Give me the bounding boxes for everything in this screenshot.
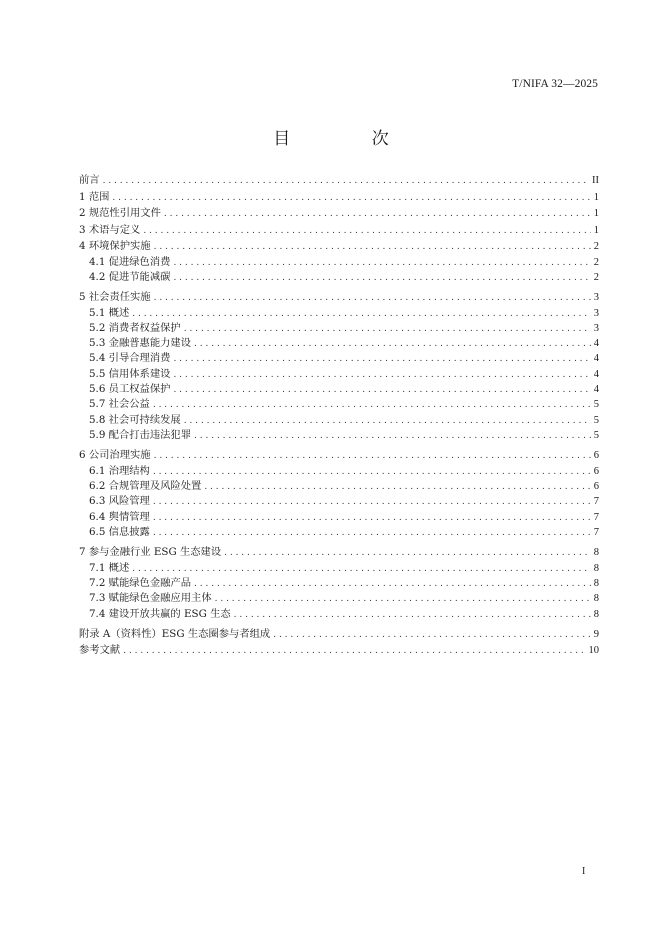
toc-entry-page: 7 bbox=[593, 496, 599, 508]
toc-entry-label: 7.4 建设开放共赢的 ESG 生态 bbox=[89, 607, 231, 620]
toc-entry-label: 6.5 信息披露 bbox=[89, 525, 150, 538]
toc-leader-dots bbox=[132, 562, 591, 577]
toc-entry[interactable] bbox=[79, 544, 599, 561]
toc-entry-label: 6.2 合规管理及风险处置 bbox=[89, 480, 202, 493]
toc-leader-dots bbox=[173, 256, 590, 271]
toc-leader-dots bbox=[154, 290, 591, 307]
toc-entry-label: 5.3 金融普惠能力建设 bbox=[89, 337, 192, 350]
toc-leader-dots bbox=[234, 608, 591, 623]
toc-entry[interactable] bbox=[79, 413, 599, 428]
toc-entry[interactable] bbox=[79, 479, 599, 494]
toc-leader-dots bbox=[194, 429, 591, 444]
toc-leader-dots bbox=[153, 526, 591, 541]
toc-entry[interactable] bbox=[79, 351, 599, 366]
toc-entry-page: II bbox=[592, 175, 599, 186]
toc-entry[interactable] bbox=[79, 494, 599, 509]
toc-entry-label: 5.9 配合打击违法犯罪 bbox=[89, 428, 192, 441]
toc-entry-label: 7 参与金融行业 ESG 生态建设 bbox=[79, 546, 222, 559]
toc-leader-dots bbox=[153, 511, 591, 526]
toc-entry[interactable] bbox=[79, 270, 599, 285]
toc-leader-dots bbox=[153, 495, 591, 510]
toc-entry[interactable] bbox=[79, 397, 599, 412]
toc-entry[interactable] bbox=[79, 591, 599, 606]
toc-leader-dots bbox=[154, 448, 591, 465]
toc-entry-page: 2 bbox=[593, 256, 599, 268]
toc-entry-label: 参考文献 bbox=[79, 644, 121, 657]
toc-entry[interactable] bbox=[79, 321, 599, 336]
toc-entry-page: 4 bbox=[593, 338, 599, 350]
document-code: T/NIFA 32—2025 bbox=[512, 78, 598, 90]
toc-leader-dots bbox=[103, 173, 589, 190]
toc-leader-dots bbox=[164, 206, 591, 223]
toc-leader-dots bbox=[112, 190, 590, 207]
toc-entry-label: 6.4 舆情管理 bbox=[89, 510, 150, 523]
toc-entry-page: 6 bbox=[593, 465, 599, 477]
toc-entry[interactable] bbox=[79, 525, 599, 540]
toc-entry-label: 6.1 治理结构 bbox=[89, 464, 150, 477]
toc-entry[interactable] bbox=[79, 205, 599, 222]
toc-entry[interactable] bbox=[79, 576, 599, 591]
toc-entry[interactable] bbox=[79, 382, 599, 397]
toc-entry-page: 1 bbox=[593, 208, 599, 219]
toc-entry-label: 5.6 员工权益保护 bbox=[89, 383, 171, 396]
toc-leader-dots bbox=[173, 352, 590, 367]
page-title: 目 次 bbox=[273, 129, 427, 149]
toc-leader-dots bbox=[173, 368, 590, 383]
toc-leader-dots bbox=[184, 322, 591, 337]
page-number: I bbox=[582, 866, 586, 877]
toc-entry-label: 5.2 消费者权益保护 bbox=[89, 321, 181, 334]
toc-entry[interactable] bbox=[79, 561, 599, 576]
toc-entry-page: 4 bbox=[593, 368, 599, 380]
toc-leader-dots bbox=[123, 643, 585, 660]
toc-entry-label: 7.2 赋能绿色金融产品 bbox=[89, 577, 192, 590]
toc-leader-dots bbox=[153, 398, 591, 413]
toc-entry-page: 4 bbox=[593, 384, 599, 396]
toc-entry[interactable] bbox=[79, 289, 599, 306]
toc-entry-label: 5.5 信用体系建设 bbox=[89, 367, 171, 380]
toc-entry[interactable] bbox=[79, 510, 599, 525]
toc-entry-label: 6 公司治理实施 bbox=[79, 449, 151, 462]
toc-entry-label: 前言 bbox=[79, 174, 100, 186]
toc-entry[interactable] bbox=[79, 447, 599, 464]
toc-leader-dots bbox=[173, 271, 590, 286]
toc-entry-page: 1 bbox=[593, 191, 599, 203]
toc-entry[interactable] bbox=[79, 255, 599, 270]
toc-entry-page: 6 bbox=[593, 481, 599, 493]
toc-entry-label: 附录 A（资料性）ESG 生态圈参与者组成 bbox=[79, 627, 271, 640]
toc-entry-label: 6.3 风险管理 bbox=[89, 495, 150, 508]
toc-entry-page: 8 bbox=[593, 578, 599, 590]
toc-entry-label: 7.3 赋能绿色金融应用主体 bbox=[89, 592, 212, 605]
toc-entry-page: 3 bbox=[593, 322, 599, 334]
toc-leader-dots bbox=[215, 592, 591, 607]
toc-leader-dots bbox=[194, 337, 591, 352]
toc-entry-page: 1 bbox=[593, 224, 599, 236]
toc-entry[interactable] bbox=[79, 222, 599, 239]
toc-leader-dots bbox=[173, 383, 590, 398]
toc-entry-page: 4 bbox=[593, 353, 599, 365]
toc-entry[interactable] bbox=[79, 336, 599, 351]
toc-entry-page: 7 bbox=[593, 526, 599, 538]
toc-entry-page: 2 bbox=[593, 241, 599, 252]
toc-entry-label: 5.1 概述 bbox=[89, 306, 130, 319]
toc-entry-page: 8 bbox=[593, 593, 599, 605]
toc-leader-dots bbox=[153, 465, 591, 480]
toc-entry-page: 2 bbox=[593, 271, 599, 283]
toc-entry[interactable] bbox=[79, 367, 599, 382]
toc-entry-label: 5.4 引导合理消费 bbox=[89, 352, 171, 365]
toc-entry-label: 2 规范性引用文件 bbox=[79, 207, 161, 219]
toc-leader-dots bbox=[224, 545, 591, 562]
toc-entry-page: 8 bbox=[593, 562, 599, 574]
toc-entry-label: 4.1 促进绿色消费 bbox=[89, 255, 171, 268]
toc-entry-page: 6 bbox=[593, 450, 599, 462]
toc-entry-label: 1 范围 bbox=[79, 190, 110, 203]
toc-entry-label: 5.8 社会可持续发展 bbox=[89, 413, 181, 426]
toc-entry-page: 8 bbox=[593, 608, 599, 620]
toc-leader-dots bbox=[184, 414, 591, 429]
toc-leader-dots bbox=[154, 239, 591, 256]
toc-leader-dots bbox=[132, 307, 591, 322]
toc-entry[interactable] bbox=[79, 626, 599, 643]
toc-entry-label: 7.1 概述 bbox=[89, 561, 130, 574]
toc-entry-page: 7 bbox=[593, 511, 599, 523]
toc-entry-page: 5 bbox=[593, 429, 599, 441]
toc-entry-page: 5 bbox=[593, 414, 599, 426]
toc-entry-label: 3 术语与定义 bbox=[79, 223, 141, 236]
toc-entry-page: 3 bbox=[593, 307, 599, 319]
toc-entry-label: 5.7 社会公益 bbox=[89, 398, 150, 411]
toc-entry[interactable] bbox=[79, 172, 599, 189]
toc-entry[interactable] bbox=[79, 428, 599, 443]
toc-entry-page: 5 bbox=[593, 399, 599, 411]
toc-entry[interactable] bbox=[79, 238, 599, 255]
toc-entry-page: 10 bbox=[588, 645, 599, 657]
toc-entry-page: 3 bbox=[593, 292, 599, 304]
toc-entry[interactable] bbox=[79, 642, 599, 659]
toc-leader-dots bbox=[143, 223, 590, 240]
toc-entry[interactable] bbox=[79, 464, 599, 479]
toc-entry-page: 9 bbox=[593, 628, 599, 640]
toc-entry-label: 4.2 促进节能减碳 bbox=[89, 270, 171, 283]
toc-entry[interactable] bbox=[79, 607, 599, 622]
toc-entry-label: 5 社会责任实施 bbox=[79, 291, 151, 304]
toc-entry[interactable] bbox=[79, 189, 599, 206]
toc-entry-page: 8 bbox=[593, 547, 599, 559]
toc-entry[interactable] bbox=[79, 306, 599, 321]
toc-leader-dots bbox=[194, 577, 591, 592]
toc-leader-dots bbox=[273, 627, 591, 644]
toc-entry-label: 4 环境保护实施 bbox=[79, 240, 151, 252]
table-of-contents bbox=[79, 172, 599, 659]
toc-leader-dots bbox=[204, 480, 590, 495]
